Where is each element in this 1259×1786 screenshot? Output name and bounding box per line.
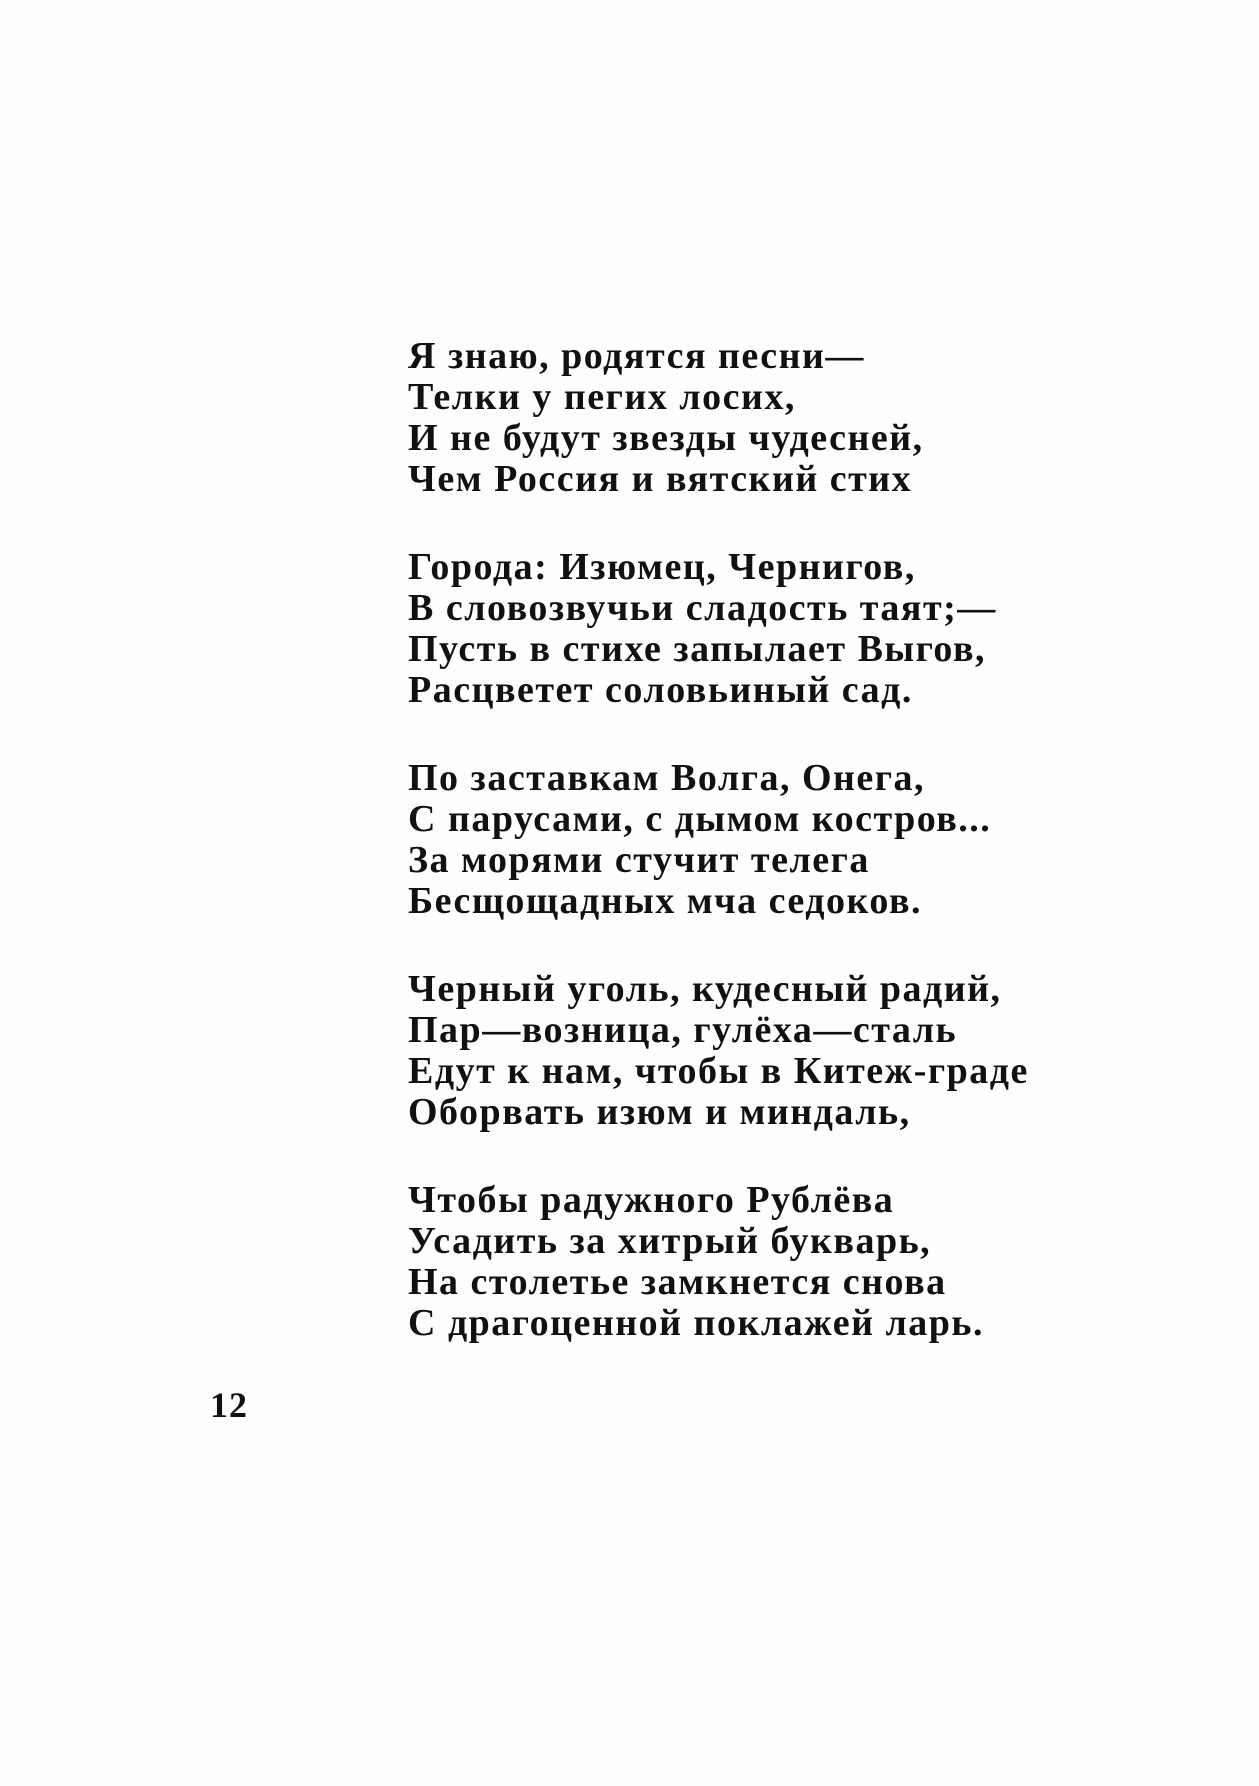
poem-line: В словозвучьи сладость таят;— — [408, 587, 997, 629]
poem-line: За морями стучит телега — [408, 839, 870, 881]
poem-line: Пусть в стихе запылает Выгов, — [408, 628, 986, 670]
poem-line: Я знаю, родятся песни— — [408, 335, 865, 377]
poem-line: С драгоценной поклажей ларь. — [408, 1302, 985, 1344]
stanza-4 — [408, 969, 1168, 1133]
poem-line: И не будут звезды чудесней, — [408, 417, 924, 459]
poem-line: Чем Россия и вятский стих — [408, 458, 913, 500]
poem-line: По заставкам Волга, Онега, — [408, 757, 926, 799]
poem — [408, 336, 1168, 1391]
poem-line: Чтобы радужного Рублёва — [408, 1179, 895, 1221]
poem-line: Бесщощадных мча седоков. — [408, 880, 922, 922]
poem-line: Телки у пегих лосих, — [408, 376, 796, 418]
stanza-2 — [408, 547, 1168, 711]
poem-line: Города: Изюмец, Чернигов, — [408, 546, 916, 588]
poem-line: С парусами, с дымом костров... — [408, 798, 992, 840]
stanza-1 — [408, 336, 1168, 500]
stanza-3 — [408, 758, 1168, 922]
poem-line: Усадить за хитрый букварь, — [408, 1220, 932, 1262]
poem-line: На столетье замкнется снова — [408, 1261, 947, 1303]
poem-line: Пар—возница, гулёха—сталь — [408, 1009, 958, 1051]
poem-line: Едут к нам, чтобы в Китеж-граде — [408, 1050, 1029, 1092]
poem-line: Черный уголь, кудесный радий, — [408, 968, 1002, 1010]
poem-line: Оборвать изюм и миндаль, — [408, 1091, 911, 1133]
poem-line: Расцветет соловьиный сад. — [408, 669, 913, 711]
stanza-5 — [408, 1180, 1168, 1344]
page-number: 12 — [210, 1385, 248, 1425]
